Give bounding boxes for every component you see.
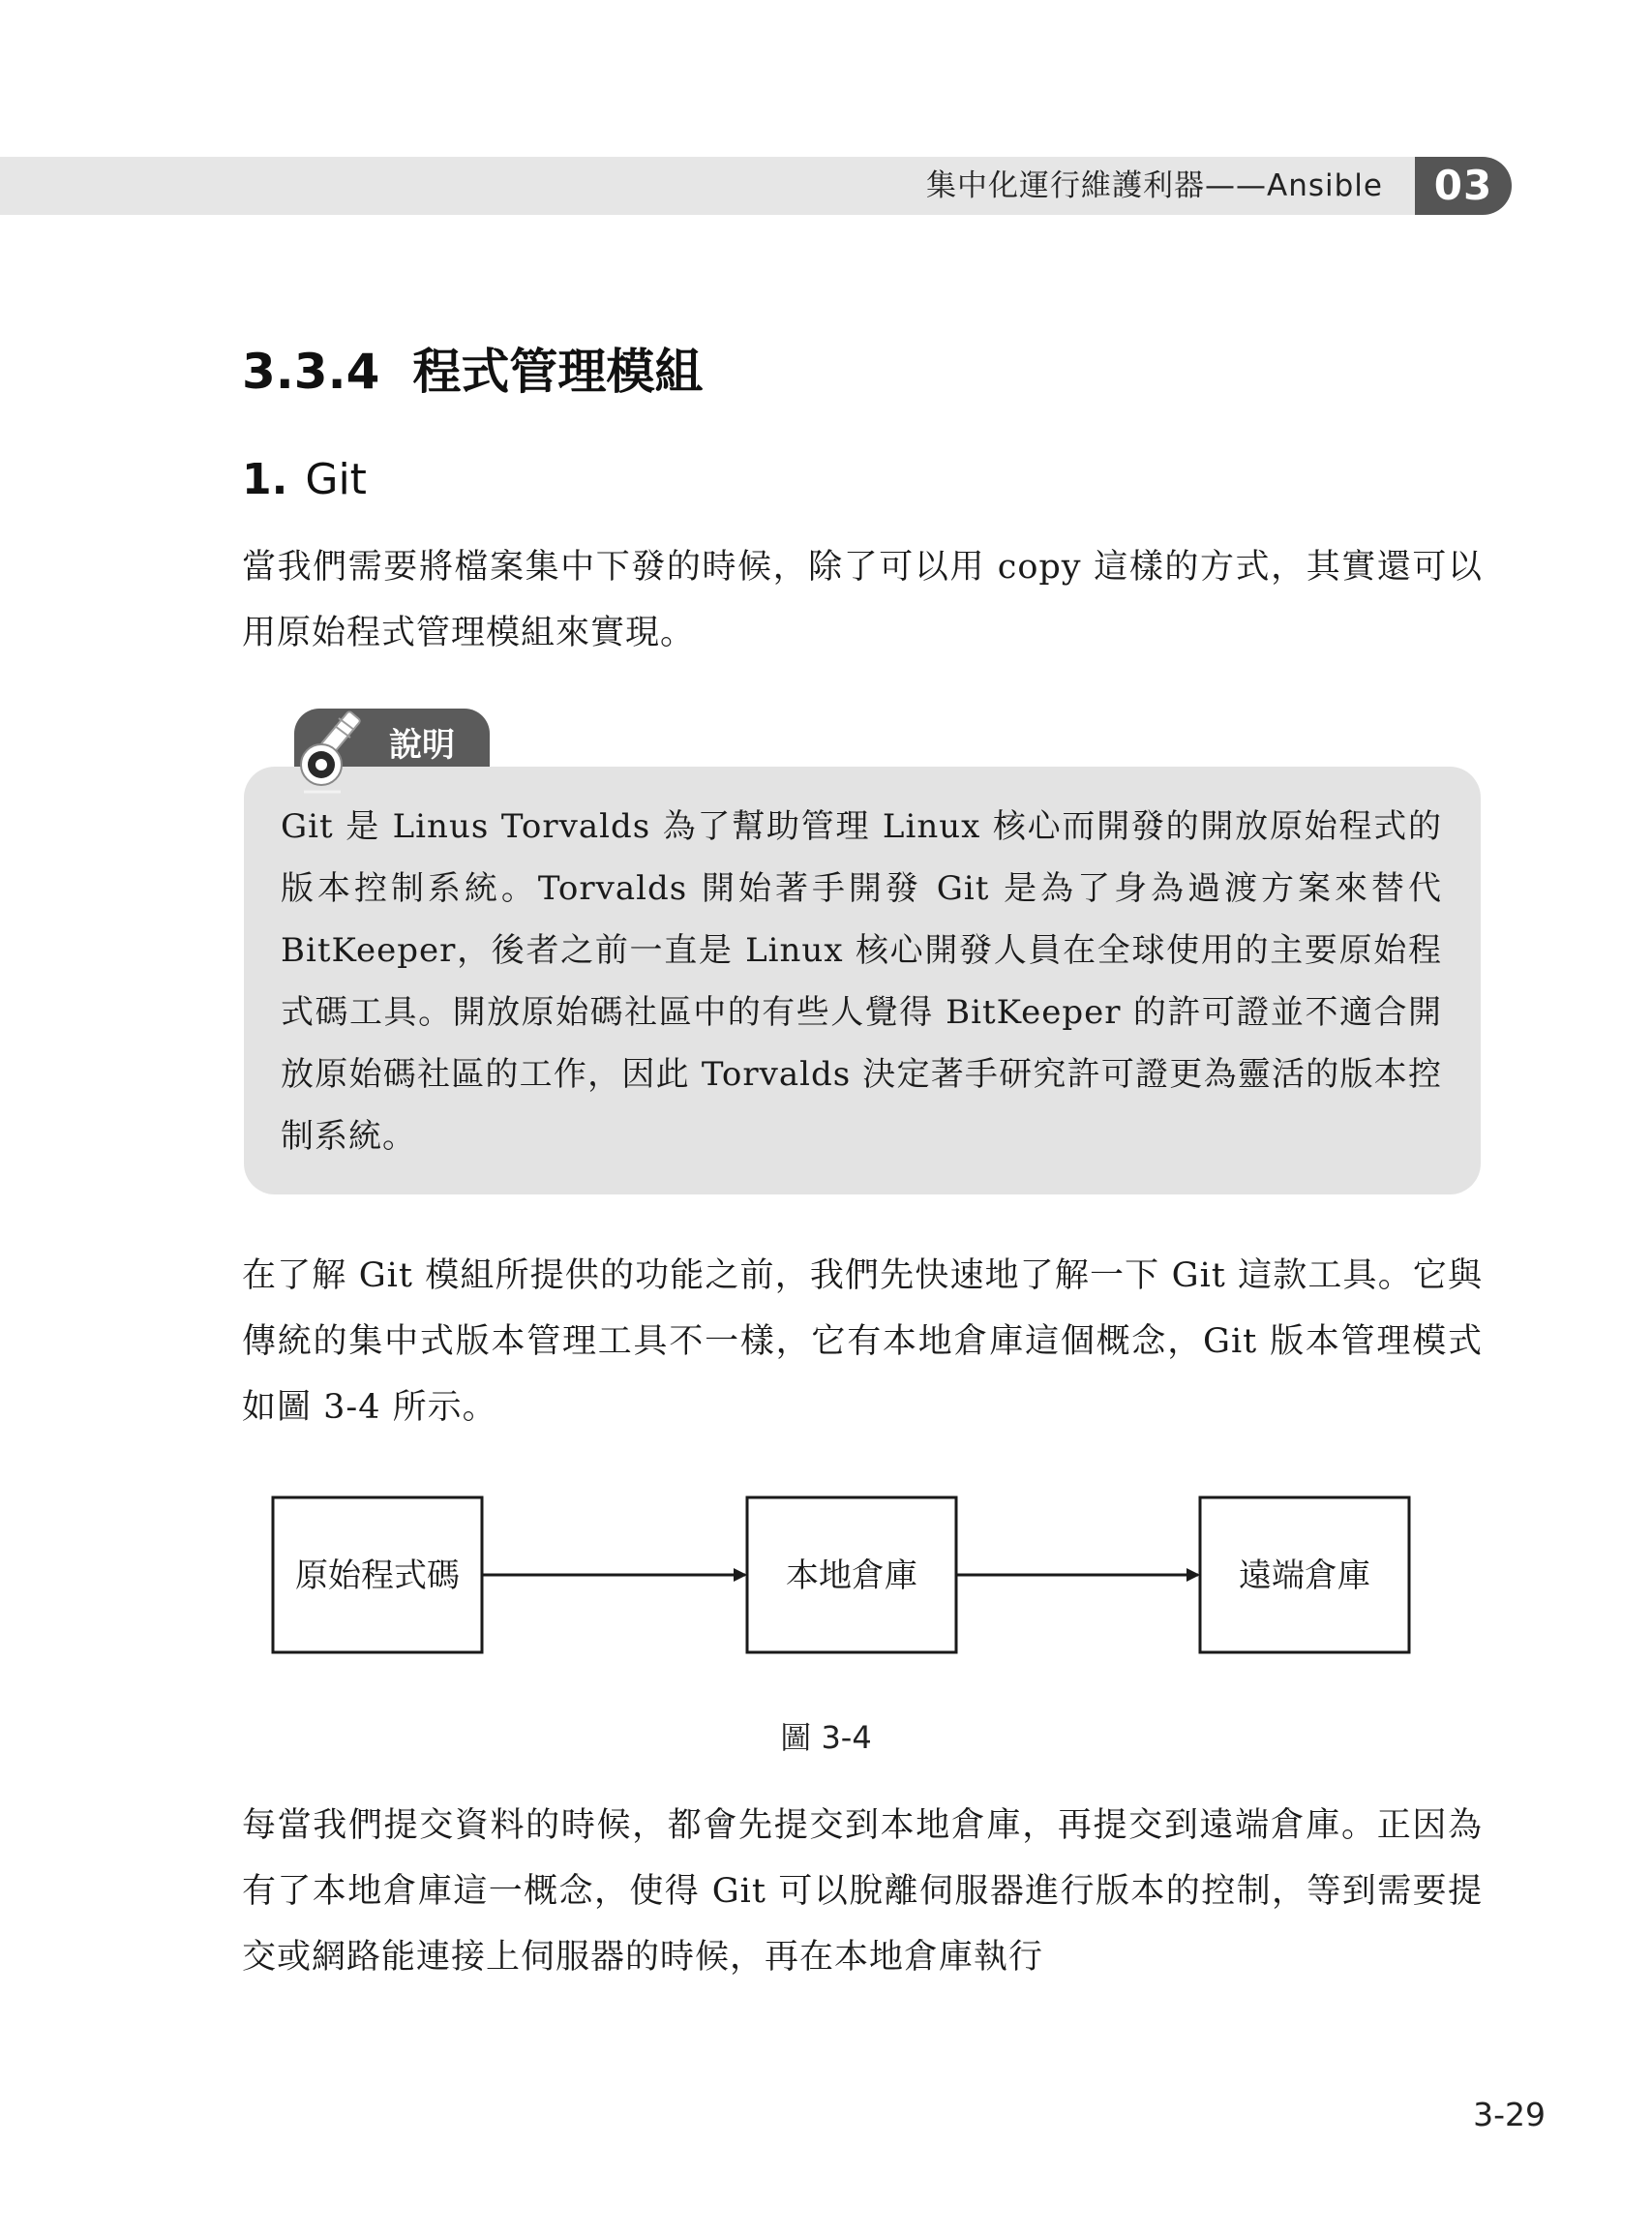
running-header-title: 集中化運行維護利器——Ansible bbox=[926, 168, 1383, 203]
chapter-tab: 03 bbox=[1415, 157, 1512, 215]
section-number: 3.3.4 bbox=[242, 344, 380, 400]
page-number: 3-29 bbox=[1473, 2096, 1546, 2133]
figure-caption: 圖 3-4 bbox=[780, 1719, 872, 1756]
section-title: 程式管理模組 bbox=[412, 344, 704, 400]
node-source-code: 原始程式碼 bbox=[295, 1556, 460, 1595]
git-flow-diagram bbox=[271, 1496, 1432, 1679]
note-label: 說明 bbox=[389, 726, 455, 765]
after-figure-paragraph: 每當我們提交資料的時候，都會先提交到本地倉庫，再提交到遠端倉庫。正因為有了本地倉庫這一概念，使得 Git 可以脫離伺服器進行版本的控制，等到需要提交或網路能連接上伺服器的時候，再在本地倉庫執行 bbox=[242, 1806, 1483, 1977]
intro-paragraph: 當我們需要將檔案集中下發的時候，除了可以用 copy 這樣的方式，其實還可以用原始程式管理模組來實現。 bbox=[242, 548, 1483, 652]
before-figure-paragraph: 在了解 Git 模組所提供的功能之前，我們先快速地了解一下 Git 這款工具。它與傳統的集中式版本管理工具不一樣，它有本地倉庫這個概念，Git 版本管理模式如圖 3-4 所示。 bbox=[242, 1256, 1483, 1427]
node-remote-repo: 遠端倉庫 bbox=[1239, 1556, 1370, 1595]
node-local-repo: 本地倉庫 bbox=[786, 1556, 917, 1595]
note-text: Git 是 Linus Torvalds 為了幫助管理 Linux 核心而開發的開放原始程式的版本控制系統。Torvalds 開始著手開發 Git 是為了身為過渡方案來替代 BitKeeper，後者之前一直是 Linux 核心開發人員在全球使用的主要原始程式碼工具。開放原始碼社區中的有些人覺得 BitKeeper 的許可證並不適合開放原始碼社區的工作，因此 Torvalds 決定著手研究許可證更為靈活的版本控制系統。 bbox=[281, 807, 1442, 1156]
subsection-title: Git bbox=[305, 455, 367, 504]
subsection-heading bbox=[242, 455, 367, 504]
subsection-number: 1. bbox=[242, 455, 288, 504]
key-icon bbox=[296, 707, 377, 796]
section-heading bbox=[242, 333, 703, 403]
